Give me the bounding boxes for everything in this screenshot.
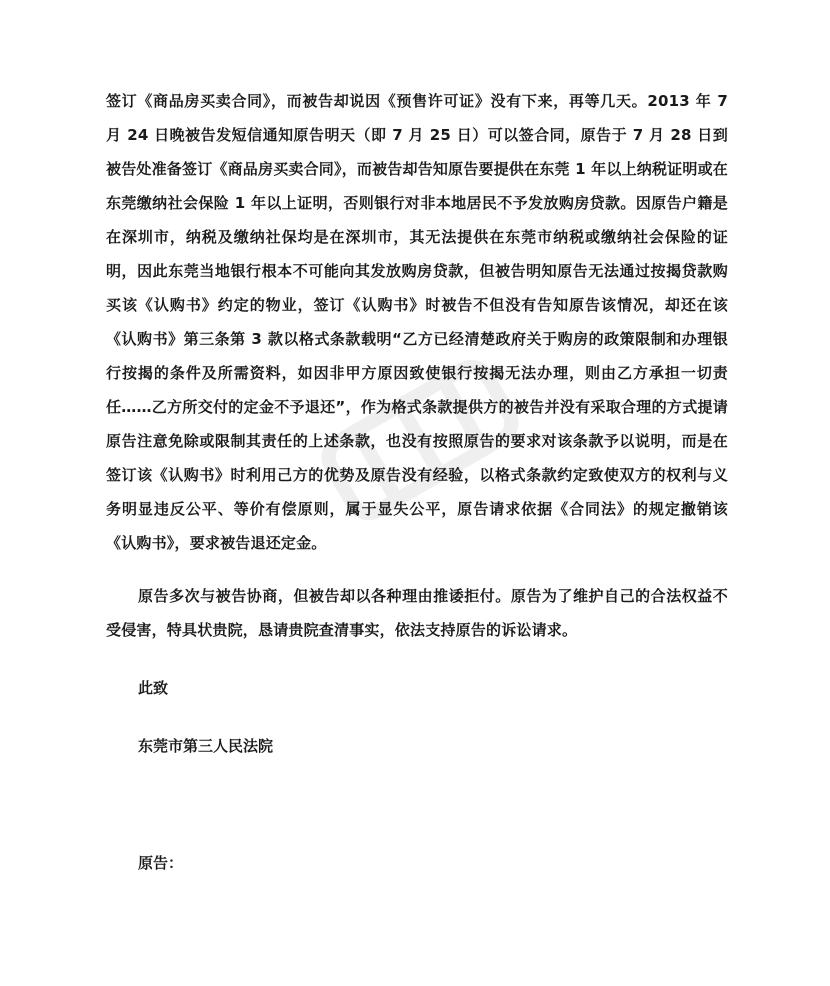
plaintiff-signature-label: 原告： xyxy=(138,854,184,872)
complaint-paragraph-request: 原告多次与被告协商，但被告却以各种理由推诿拒付。原告为了维护自己的合法权益不受侵害，特具状贵院，恳请贵院查清事实，依法支持原告的诉讼请求。 xyxy=(106,587,728,639)
court-name: 东莞市第三人民法院 xyxy=(138,737,274,755)
salutation: 此致 xyxy=(138,679,169,697)
document-body xyxy=(106,84,728,880)
complaint-paragraph-facts: 签订《商品房买卖合同》，而被告却说因《预售许可证》没有下来，再等几天。2013 年 7 月 24 日晚被告发短信通知原告明天（即 7 月 25 日）可以签合同，原告于 7 月 28 日到被告处准备签订《商品房买卖合同》，而被告却告知原告要提供在东莞 1 年以上纳税证明或在东莞缴纳社会保险 1 年以上证明，否则银行对非本地居民不予发放购房贷款。因原告户籍是在深圳市，纳税及缴纳社保均是在深圳市，其无法提供在东莞市纳税或缴纳社会保险的证明，因此东莞当地银行根本不可能向其发放购房贷款，但被告明知原告无法通过按揭贷款购买该《认购书》约定的物业，签订《认购书》时被告不但没有告知原告该情况，却还在该《认购书》第三条第 3 款以格式条款载明“乙方已经清楚政府关于购房的政策限制和办理银行按揭的条件及所需资料，如因非甲方原因致使银行按揭无法办理，则由乙方承担一切责任……乙方所交付的定金不予退还”，作为格式条款提供方的被告并没有采取合理的方式提请原告注意免除或限制其责任的上述条款，也没有按照原告的要求对该条款予以说明，而是在签订该《认购书》时利用己方的优势及原告没有经验，以格式条款约定致使双方的权利与义务明显违反公平、等价有偿原则，属于显失公平，原告请求依据《合同法》的规定撤销该《认购书》，要求被告退还定金。 xyxy=(106,92,728,552)
